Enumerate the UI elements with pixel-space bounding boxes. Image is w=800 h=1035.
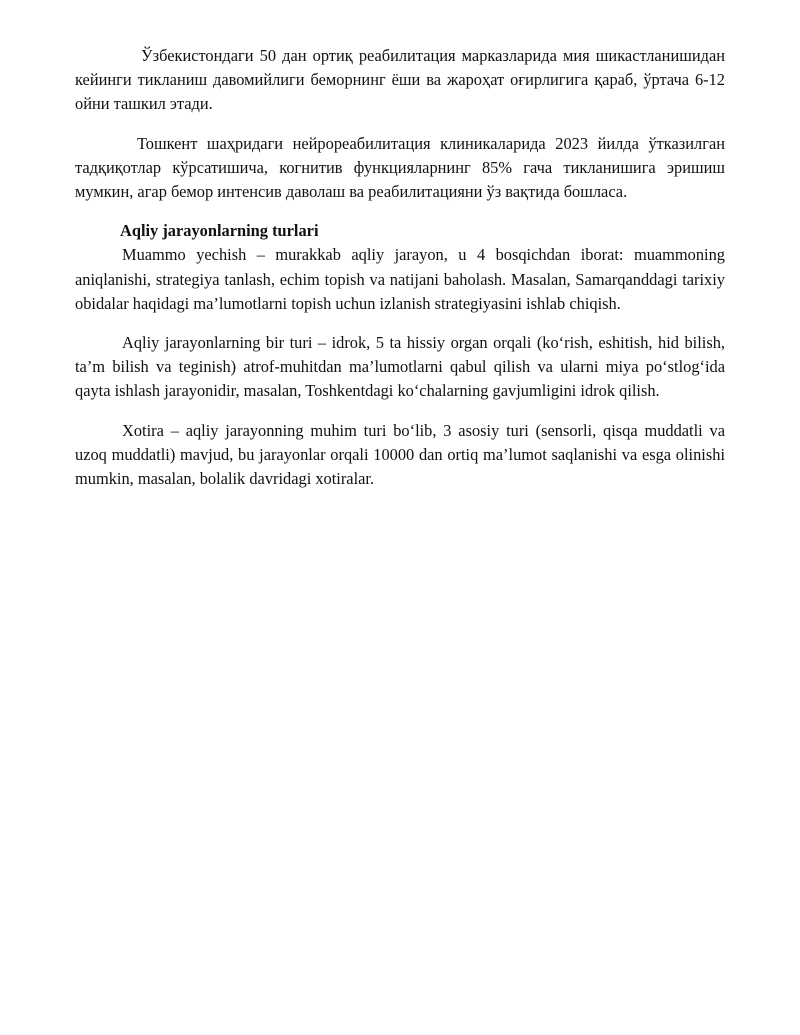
paragraph-gap: [75, 404, 725, 419]
paragraph-gap: [75, 316, 725, 331]
section-heading: Aqliy jarayonlarning turlari: [120, 221, 319, 241]
paragraph-gap: [75, 204, 725, 219]
paragraph-problem-solving: Muammo yechish – murakkab aqliy jarayon, u 4 bosqichdan iborat: muammoning aniqlanishi, strategiya tanlash, echim topish va natijani baholash. Masalan, Samarqanddagi tarixiy obidalar haqidagi ma’lumotlarni topish uchun izlanish strategiyasini ishlab chiqish.: [75, 245, 725, 313]
paragraph-gap: [75, 117, 725, 132]
paragraph-memory: Xotira – aqliy jarayonning muhim turi bo‘lib, 3 asosiy turi (sensorli, qisqa muddatli va uzoq muddatli) mavjud, bu jarayonlar orqali 10000 dan ortiq ma’lumot saqlanishi va esga olinishi mumkin, masalan, bolalik davridagi xotiralar.: [75, 420, 725, 489]
document-page: [75, 44, 725, 491]
paragraph-rehab-centers: Ўзбекистондаги 50 дан ортиқ реабилитация марказларида мия шикастланишидан кейинги тикланиш давомийлиги беморнинг ёши ва жароҳат оғирлигига қараб, ўртача 6-12 ойни ташкил этади.: [75, 46, 725, 114]
paragraph-perception: Aqliy jarayonlarning bir turi – idrok, 5 ta hissiy organ orqali (ko‘rish, eshitish, hid bilish, ta’m bilish va teginish) atrof-muhitdan ma’lumotlarni qabul qilish va ularni miya po‘stlog‘ida qayta ishlash jarayonidir, masalan, Toshkentdagi ko‘chalarning gavjumligini idrok qilish.: [75, 333, 725, 401]
paragraph-tashkent-study: Тошкент шаҳридаги нейрореабилитация клиникаларида 2023 йилда ўтказилган тадқиқотлар кўрсатишича, когнитив функцияларнинг 85% гача тикланишига эришиш мумкин, агар бемор интенсив даволаш ва реабилитацияни ўз вақтида бошласа.: [75, 133, 725, 202]
